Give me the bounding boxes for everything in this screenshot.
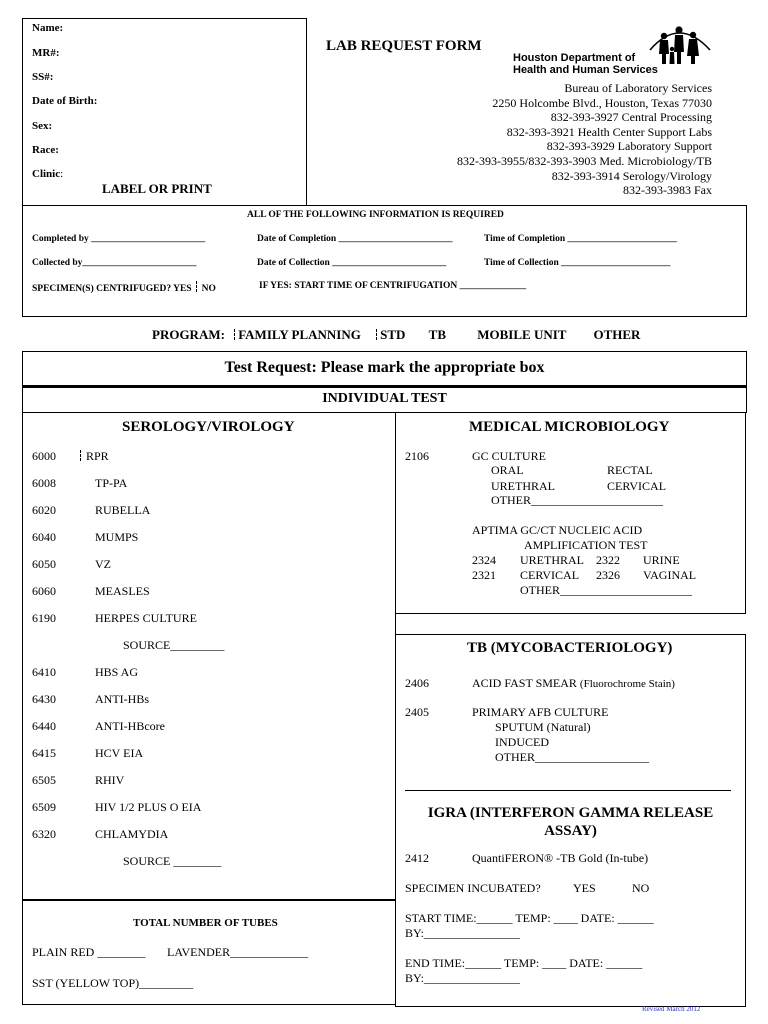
- test-row[interactable]: [32, 530, 372, 557]
- test-code: 6505: [32, 773, 56, 787]
- test-name: MUMPS: [95, 530, 139, 544]
- start-by-field[interactable]: BY:________________: [405, 926, 520, 940]
- patient-mr-label: MR#:: [32, 47, 60, 59]
- afb-induced[interactable]: INDUCED: [495, 735, 549, 749]
- completed-by-field[interactable]: Completed by ________________________: [32, 234, 206, 244]
- afb-test[interactable]: PRIMARY AFB CULTURE: [472, 705, 609, 719]
- afb-code: 2405: [405, 705, 429, 719]
- checkbox-mark[interactable]: [196, 281, 198, 292]
- test-row[interactable]: [32, 476, 372, 503]
- test-name: VZ: [95, 557, 111, 571]
- test-code: 6008: [32, 476, 56, 490]
- address-line: 832-393-3955/832-393-3903 Med. Microbiology/TB: [457, 153, 712, 168]
- patient-clinic-label: [32, 168, 63, 180]
- incubated-no[interactable]: NO: [632, 881, 650, 895]
- test-name: TP-PA: [95, 476, 128, 490]
- afs-name: ACID FAST SMEAR: [472, 676, 577, 690]
- site-cervical[interactable]: CERVICAL: [607, 479, 667, 493]
- source-row[interactable]: [32, 854, 372, 881]
- site-oral[interactable]: ORAL: [491, 463, 524, 477]
- aptima-code-2326: 2326: [596, 568, 620, 582]
- test-code: 6410: [32, 665, 56, 679]
- afs-code: 2406: [405, 676, 429, 690]
- test-name: ANTI-HBs: [95, 692, 149, 706]
- afb-sputum[interactable]: SPUTUM (Natural): [495, 720, 591, 734]
- checkbox-mark[interactable]: [80, 450, 82, 461]
- test-row[interactable]: [32, 611, 372, 638]
- hdhhs-logo: [644, 22, 714, 70]
- test-code: 6040: [32, 530, 56, 544]
- patient-name-label: Name:: [32, 22, 64, 34]
- serology-title: SEROLOGY/VIROLOGY: [122, 419, 295, 435]
- test-name: RHIV: [95, 773, 125, 787]
- patient-sex-label: Sex:: [32, 120, 53, 132]
- patient-dob-label: Date of Birth:: [32, 95, 98, 107]
- centrifuged-yes[interactable]: SPECIMEN(S) CENTRIFUGED? YES: [32, 284, 192, 294]
- aptima-urethral[interactable]: URETHRAL: [520, 553, 584, 567]
- test-code: 6060: [32, 584, 56, 598]
- site-urethral[interactable]: URETHRAL: [491, 479, 555, 493]
- source-row[interactable]: [32, 638, 372, 665]
- test-code: 6190: [32, 611, 56, 625]
- igra-test[interactable]: QuantiFERON® -TB Gold (In-tube): [472, 851, 649, 865]
- test-name: RPR: [86, 449, 109, 463]
- clinic-label: Clinic: [32, 168, 61, 180]
- test-name: HERPES CULTURE: [95, 611, 197, 625]
- test-code: 6320: [32, 827, 56, 841]
- program-tb[interactable]: TB: [428, 327, 446, 342]
- tubes-title: TOTAL NUMBER OF TUBES: [133, 917, 278, 929]
- form-title: LAB REQUEST FORM: [326, 38, 482, 54]
- gc-culture-code: 2106: [405, 449, 429, 463]
- lab-address-block: [392, 81, 712, 198]
- aptima-other-field[interactable]: OTHER______________________: [520, 583, 692, 597]
- microbiology-title: MEDICAL MICROBIOLOGY: [469, 419, 670, 435]
- test-code: 6430: [32, 692, 56, 706]
- test-row[interactable]: [32, 503, 372, 530]
- patient-ss-label: SS#:: [32, 71, 54, 83]
- program-mobile-unit[interactable]: MOBILE UNIT: [477, 327, 567, 342]
- aptima-code-2322: 2322: [596, 553, 620, 567]
- tb-title: TB (MYCOBACTERIOLOGY): [467, 640, 673, 656]
- test-row[interactable]: [32, 584, 372, 611]
- igra-divider: [405, 790, 731, 791]
- dept-name-line2: Health and Human Services: [513, 64, 658, 76]
- igra-title: [396, 804, 745, 840]
- igra-code: 2412: [405, 851, 429, 865]
- aptima-vaginal[interactable]: VAGINAL: [643, 568, 697, 582]
- centrifuge-start-field[interactable]: IF YES: START TIME OF CENTRIFUGATION ______________: [259, 281, 527, 291]
- afs-test[interactable]: [472, 676, 675, 691]
- address-line: Bureau of Laboratory Services: [564, 81, 712, 95]
- time-completion-field[interactable]: Time of Completion _______________________: [484, 234, 677, 244]
- test-row[interactable]: [32, 773, 372, 800]
- igra-title-line2: ASSAY): [544, 823, 597, 839]
- test-code: 6000: [32, 449, 56, 463]
- serology-list: [32, 449, 372, 881]
- aptima-title-line2: AMPLIFICATION TEST: [524, 538, 648, 552]
- afb-other-field[interactable]: OTHER___________________: [495, 750, 649, 764]
- test-row[interactable]: [32, 692, 372, 719]
- address-line: 832-393-3921 Health Center Support Labs: [506, 124, 712, 139]
- dept-name-line1: Houston Department of: [513, 52, 636, 64]
- patient-race-label: Race:: [32, 144, 59, 156]
- centrifuged-no[interactable]: NO: [201, 284, 216, 294]
- test-row[interactable]: [32, 449, 372, 476]
- test-name: HCV EIA: [95, 746, 144, 760]
- test-name: ANTI-HBcore: [95, 719, 165, 733]
- test-code: 6020: [32, 503, 56, 517]
- plain-red-field[interactable]: PLAIN RED ________: [32, 945, 146, 959]
- patient-label-box: [22, 18, 307, 206]
- end-time-field[interactable]: END TIME:______ TEMP: ____ DATE: ______: [405, 956, 643, 970]
- source-field[interactable]: SOURCE ________: [123, 854, 222, 868]
- test-row[interactable]: [32, 746, 372, 773]
- program-std[interactable]: STD: [380, 327, 406, 342]
- address-line: 832-393-3929 Laboratory Support: [546, 139, 712, 154]
- checkbox-mark[interactable]: [376, 329, 378, 340]
- address-line: 832-393-3927 Central Processing: [550, 110, 712, 125]
- incubated-question: SPECIMEN INCUBATED?: [405, 881, 541, 895]
- test-name: HIV 1/2 PLUS O EIA: [95, 800, 202, 814]
- checkbox-mark[interactable]: [234, 329, 236, 340]
- clinic-colon: :: [60, 168, 64, 180]
- end-by-field[interactable]: BY:________________: [405, 971, 520, 985]
- aptima-urine[interactable]: URINE: [643, 553, 680, 567]
- incubated-yes[interactable]: YES: [573, 881, 596, 895]
- address-line: 832-393-3914 Serology/Virology: [551, 168, 712, 183]
- aptima-code-2321: 2321: [472, 568, 496, 582]
- igra-title-line1: IGRA (INTERFERON GAMMA RELEASE: [427, 805, 714, 821]
- test-name: MEASLES: [95, 584, 150, 598]
- gc-culture-label[interactable]: GC CULTURE: [472, 449, 546, 463]
- time-collection-field[interactable]: Time of Collection _______________________: [484, 258, 671, 268]
- address-line: 2250 Holcombe Blvd., Houston, Texas 77030: [492, 95, 712, 110]
- site-other-field[interactable]: OTHER______________________: [491, 493, 663, 507]
- program-family-planning[interactable]: FAMILY PLANNING: [238, 327, 361, 342]
- family-logo-icon: [644, 22, 714, 70]
- aptima-cervical[interactable]: CERVICAL: [520, 568, 580, 582]
- afs-note: (Fluorochrome Stain): [579, 678, 675, 690]
- source-field[interactable]: SOURCE_________: [123, 638, 225, 652]
- revised-date: Revised March 2012: [642, 1005, 701, 1013]
- aptima-title-line1: APTIMA GC/CT NUCLEIC ACID: [472, 523, 643, 537]
- required-info-title: ALL OF THE FOLLOWING INFORMATION IS REQUIRED: [247, 210, 504, 220]
- test-name: HBS AG: [95, 665, 139, 679]
- test-row[interactable]: [32, 827, 372, 854]
- date-collection-field[interactable]: Date of Collection ________________________: [257, 258, 447, 268]
- test-code: 6415: [32, 746, 56, 760]
- test-row[interactable]: [32, 719, 372, 746]
- aptima-code-2324: 2324: [472, 553, 496, 567]
- test-row[interactable]: [32, 800, 372, 827]
- test-row[interactable]: [32, 665, 372, 692]
- test-name: CHLAMYDIA: [95, 827, 169, 841]
- start-time-field[interactable]: START TIME:______ TEMP: ____ DATE: ______: [405, 911, 654, 925]
- date-completion-field[interactable]: Date of Completion ________________________: [257, 234, 453, 244]
- test-code: 6050: [32, 557, 56, 571]
- centrifuged-question[interactable]: [32, 281, 216, 294]
- lavender-field[interactable]: LAVENDER_____________: [167, 945, 309, 959]
- program-label: PROGRAM:: [152, 327, 225, 342]
- test-code: 6440: [32, 719, 56, 733]
- program-other[interactable]: OTHER: [593, 327, 641, 342]
- individual-test-title: INDIVIDUAL TEST: [322, 391, 447, 406]
- test-request-title: Test Request: Please mark the appropriate box: [224, 359, 545, 376]
- label-or-print: LABEL OR PRINT: [102, 181, 212, 196]
- test-name: RUBELLA: [95, 503, 151, 517]
- address-line: 832-393-3983 Fax: [623, 183, 712, 198]
- sst-field[interactable]: SST (YELLOW TOP)_________: [32, 976, 194, 990]
- test-row[interactable]: [32, 557, 372, 584]
- test-code: 6509: [32, 800, 56, 814]
- program-row: [152, 327, 640, 343]
- collected-by-field[interactable]: Collected by________________________: [32, 258, 197, 268]
- site-rectal[interactable]: RECTAL: [607, 463, 653, 477]
